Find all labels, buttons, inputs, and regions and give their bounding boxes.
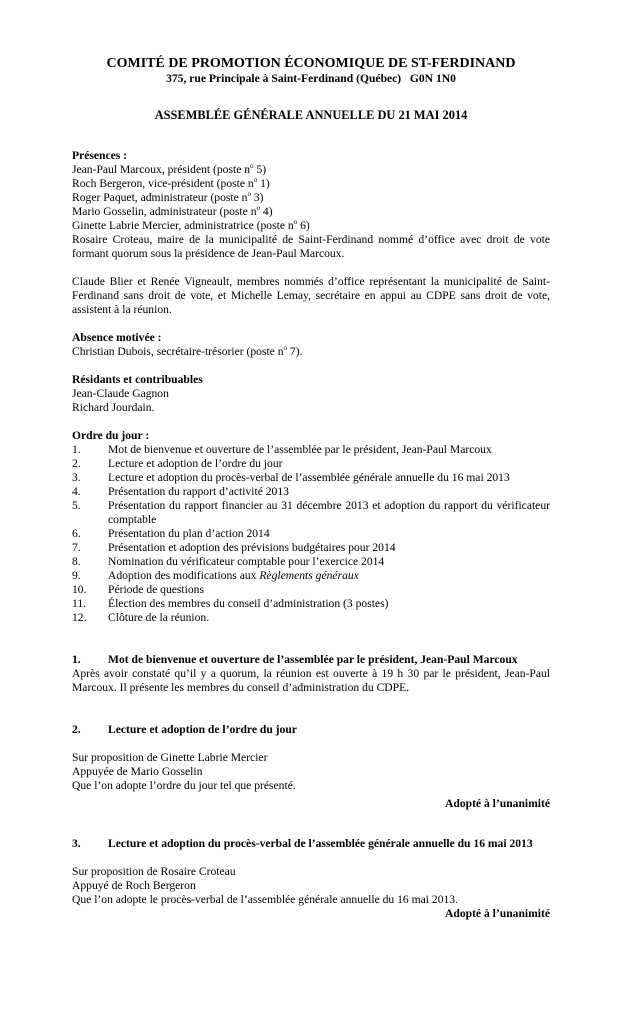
member-line: Roch Bergeron, vice-président (poste $n^o$ 1)	[72, 176, 270, 190]
quorum-note: Rosaire Croteau, maire de la municipalité de Saint-Ferdinand nommé d’office avec droit de vote formant quorum sous la présidence de Jean-Paul Marcoux.	[72, 233, 550, 260]
agenda-section	[72, 429, 550, 625]
meeting-title: ASSEMBLÉE GÉNÉRALE ANNUELLE DU 21 MAI 2014	[154, 108, 468, 122]
residents-section	[72, 373, 550, 415]
member-line: Mario Gosselin, administrateur (poste $n^o$ 4)	[72, 204, 273, 218]
agenda-list	[72, 443, 550, 625]
agenda-item: 9. Adoption des modifications aux Règlements généraux	[72, 569, 359, 582]
agenda-heading: Ordre du jour :	[72, 429, 150, 442]
member-line: Jean-Paul Marcoux, président (poste $n^o$ 5)	[72, 162, 267, 176]
agenda-item: 4. Présentation du rapport d’activité 2013	[72, 485, 289, 498]
agenda-item: 11. Élection des membres du conseil d’administration (3 postes)	[72, 597, 389, 610]
presences-heading: Présences :	[72, 149, 128, 162]
organization-title: COMITÉ DE PROMOTION ÉCONOMIQUE DE ST-FERDINAND	[106, 56, 516, 71]
agenda-item: 2. Lecture et adoption de l’ordre du jour	[72, 457, 283, 470]
agenda-item: 5. Présentation du rapport financier au 31 décembre 2013 et adoption du rapport du vérificateur comptable	[72, 499, 550, 526]
section-3	[72, 837, 550, 921]
agenda-item: 8. Nomination du vérificateur comptable pour l’exercice 2014	[72, 555, 385, 568]
absence-section	[72, 331, 550, 359]
resolution-line: Que l’on adopte l’ordre du jour tel que présenté.	[72, 779, 296, 792]
section-heading: 2. Lecture et adoption de l’ordre du jour	[72, 723, 297, 736]
proposal-line: Sur proposition de Ginette Labrie Mercier	[72, 751, 268, 764]
member-line: Roger Paquet, administrateur (poste $n^o$ 3)	[72, 190, 264, 204]
document-page	[72, 56, 550, 921]
absence-heading: Absence motivée :	[72, 331, 162, 344]
member-line: Ginette Labrie Mercier, administratrice (poste $n^o$ 6)	[72, 218, 310, 232]
section-1	[72, 653, 550, 695]
residents-heading: Résidants et contribuables	[72, 373, 203, 386]
seconder-line: Appuyé de Roch Bergeron	[72, 879, 196, 892]
agenda-item: 12. Clôture de la réunion.	[72, 611, 210, 624]
agenda-item: 1. Mot de bienvenue et ouverture de l’assemblée par le président, Jean-Paul Marcoux	[72, 443, 492, 456]
seconder-line: Appuyée de Mario Gosselin	[72, 765, 203, 778]
others-note: Claude Blier et Renée Vigneault, membres nommés d’office représentant la municipalité de Saint-Ferdinand sans droit de vote, et Michelle Lemay, secrétaire en appui au CDPE sans droit de vote, assistent à la réunion.	[72, 275, 550, 316]
agenda-item: 6. Présentation du plan d’action 2014	[72, 527, 270, 540]
resolution-line: Que l’on adopte le procès-verbal de l’assemblée générale annuelle du 16 mai 2013.	[72, 893, 458, 906]
section-heading: 1. Mot de bienvenue et ouverture de l’assemblée par le président, Jean-Paul Marcoux	[72, 653, 518, 666]
agenda-item: 7. Présentation et adoption des prévisions budgétaires pour 2014	[72, 541, 396, 554]
proposal-line: Sur proposition de Rosaire Croteau	[72, 865, 236, 878]
adoption-status: Adopté à l’unanimité	[445, 797, 550, 810]
resident-name: Jean-Claude Gagnon	[72, 387, 169, 400]
absence-line: Christian Dubois, secrétaire-trésorier (poste $n^o$ 7).	[72, 344, 303, 358]
section-2	[72, 723, 550, 811]
resident-name: Richard Jourdain.	[72, 401, 155, 414]
agenda-item: 3. Lecture et adoption du procès-verbal de l’assemblée générale annuelle du 16 mai 2013	[72, 471, 510, 484]
adoption-status: Adopté à l’unanimité	[445, 907, 550, 920]
section-body: Après avoir constaté qu’il y a quorum, la réunion est ouverte à 19 h 30 par le président, Jean-Paul Marcoux. Il présente les membres du conseil d’administration du CDPE.	[72, 667, 550, 694]
agenda-item: 10. Période de questions	[72, 583, 204, 596]
organization-address: 375, rue Principale à Saint-Ferdinand (Québec) G0N 1N0	[166, 72, 456, 85]
section-heading: 3. Lecture et adoption du procès-verbal de l’assemblée générale annuelle du 16 mai 2013	[72, 837, 533, 850]
presences-section	[72, 149, 550, 317]
